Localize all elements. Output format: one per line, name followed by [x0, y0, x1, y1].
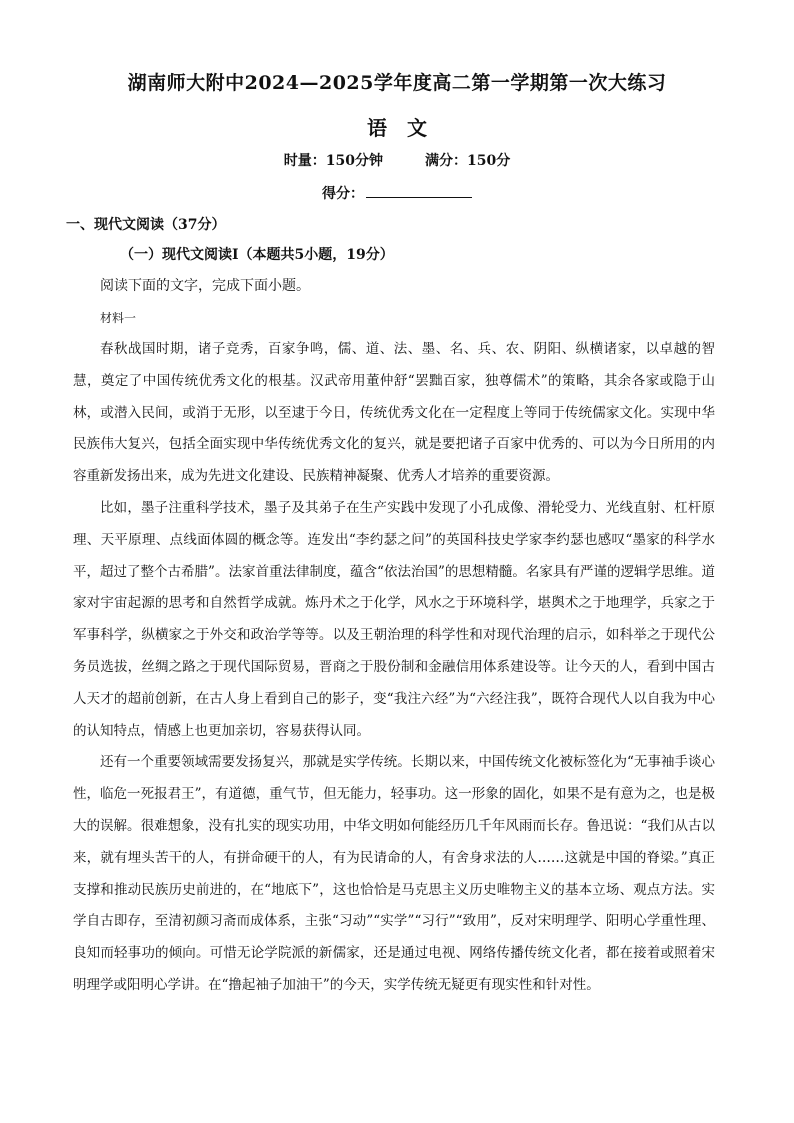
exam-title: 湖南师大附中2024—2025学年度高二第一学期第一次大练习 [127, 72, 667, 94]
passage-paragraph: 比如，墨子注重科学技术，墨子及其弟子在生产实践中发现了小孔成像、滑轮受力、光线直射、杠杆原理、天平原理、点线面体圆的概念等。连发出“李约瑟之问”的英国科技史学家李约瑟也感叹“墨家的科学水平，超过了整个古希腊”。法家首重法律制度，蕴含“依法治国”的思想精髓。名家具有严谨的逻辑学思维。道家对宇宙起源的思考和自然哲学成就。炼丹术之于化学，风水之于环境科学，堪舆术之于地理学，兵家之于军事科学，纵横家之于外交和政治学等等。以及王朝治理的科学性和对现代治理的启示，如科举之于现代公务员选拔，丝绸之路之于现代国际贸易，晋商之于股份制和金融信用体系建设等。让今天的人，看到中国古人天才的超前创新，在古人身上看到自己的影子，变“我注六经”为“六经注我”，既符合现代人以自我为中心的认知特点，情感上也更加亲切，容易获得认同。 [73, 499, 715, 739]
subject-char: 文 [407, 116, 427, 140]
section-heading: 一、现代文阅读（37分） [66, 217, 226, 233]
full-score: 满分：150分 [425, 153, 511, 169]
score-blank[interactable] [366, 185, 472, 198]
passage-paragraph: 还有一个重要领域需要发扬复兴，那就是实学传统。长期以来，中国传统文化被标签化为“无事袖手谈心性，临危一死报君王”，有道德，重气节，但无能力，轻事功。这一形象的固化，如果不是有意为之，也是极大的误解。很难想象，没有扎实的现实功用，中华文明如何能经历几千年风雨而长存。鲁迅说：“我们从古以来，就有埋头苦干的人，有拼命硬干的人，有为民请命的人，有舍身求法的人……这就是中国的脊梁。”真正支撑和推动民族历史前进的，在“地底下”，这也恰恰是马克思主义历史唯物主义的基本立场、观点方法。实学自古即存，至清初颜习斋而成体系，主张“习动”“实学”“习行”“致用”，反对宋明理学、阳明心学重性理、良知而轻事功的倾向。可惜无论学院派的新儒家，还是通过电视、网络传播传统文化者，都在接着或照着宋明理学或阳明心学讲。在“撸起袖子加油干”的今天，实学传统无疑更有现实性和针对性。 [73, 754, 715, 993]
passage-body [73, 334, 715, 1002]
subsection-heading: （一）现代文阅读Ⅰ（本题共5小题，19分） [120, 247, 394, 263]
exam-meta [0, 150, 794, 170]
time-limit: 时量：150分钟 [283, 153, 383, 169]
reading-instruction: 阅读下面的文字，完成下面小题。 [100, 278, 310, 294]
subject-char: 语 [367, 116, 387, 140]
subject-heading [0, 112, 794, 141]
score-label: 得分： [322, 186, 364, 202]
passage-paragraph: 春秋战国时期，诸子竞秀，百家争鸣，儒、道、法、墨、名、兵、农、阴阳、纵横诸家，以卓越的智慧，奠定了中国传统优秀文化的根基。汉武帝用董仲舒“罢黜百家，独尊儒术”的策略，其余各家或隐于山林，或潜入民间，或消于无形，以至逮于今日，传统优秀文化在一定程度上等同于传统儒家文化。实现中华民族伟大复兴，包括全面实现中华传统优秀文化的复兴，就是要把诸子百家中优秀的、可以为今日所用的内容重新发扬出来，成为先进文化建设、民族精神凝聚、优秀人才培养的重要资源。 [73, 341, 715, 485]
score-line [0, 183, 794, 203]
material-label: 材料一 [100, 311, 137, 325]
